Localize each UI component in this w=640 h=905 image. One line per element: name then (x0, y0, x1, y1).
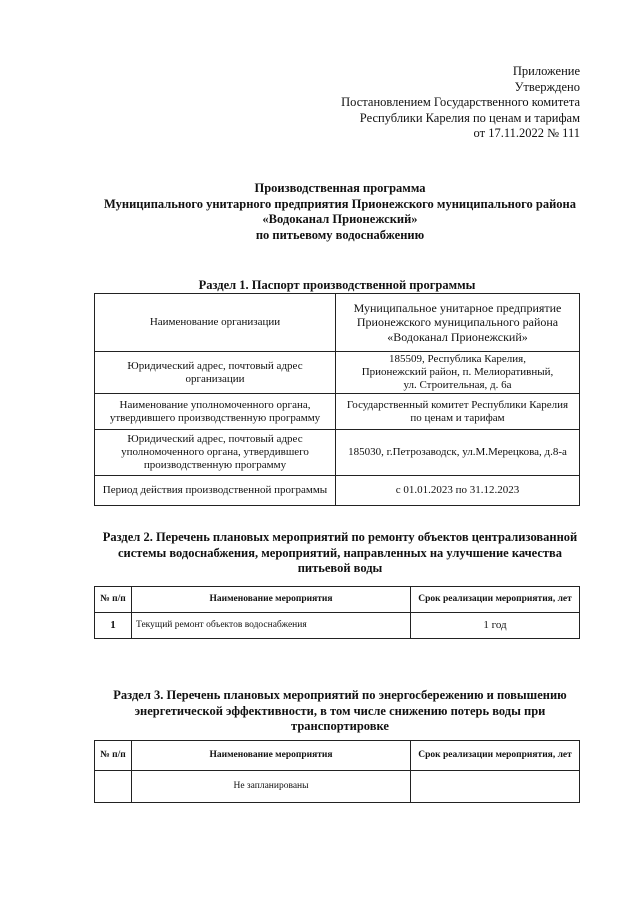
passport-value (336, 394, 580, 430)
passport-value (336, 430, 580, 476)
approval-resolution: Постановлением Государственного комитета (341, 95, 580, 109)
passport-table (94, 293, 580, 506)
title-line: Муниципального унитарного предприятия Прионежского муниципального района (104, 196, 576, 211)
row-term (411, 771, 580, 803)
value-line: Прионежский район, п. Мелиоративный, (361, 366, 554, 378)
passport-label: Юридический адрес, почтовый адрес уполномоченного органа, утвердившего производственную программу (95, 430, 336, 476)
section2-heading: Раздел 2. Перечень плановых мероприятий по ремонту объектов централизованной системы водоснабжения, мероприятий, направленных на улучшение качества питьевой воды (102, 530, 578, 575)
approval-block (280, 64, 580, 142)
col-number: № п/п (95, 741, 132, 771)
table-row (95, 352, 580, 394)
value-line: «Водоканал Прионежский» (387, 329, 528, 344)
title-line: по питьевому водоснабжению (255, 227, 425, 242)
passport-value (336, 476, 580, 506)
approval-approved: Утверждено (514, 79, 580, 94)
table-header-row (95, 587, 580, 613)
value-line: 185509, Республика Карелия, (389, 353, 526, 365)
row-measure-name: Не запланированы (132, 771, 411, 803)
passport-value (336, 294, 580, 352)
table-row (95, 476, 580, 506)
col-measure-name: Наименование мероприятия (132, 741, 411, 771)
approval-authority: Республики Карелия по ценам и тарифам (359, 110, 580, 125)
value-line: Государственный комитет Республики Карелия (346, 398, 569, 411)
value-line: с 01.01.2023 по 31.12.2023 (395, 484, 520, 496)
section1-heading: Раздел 1. Паспорт производственной программы (198, 278, 476, 292)
table-row (95, 394, 580, 430)
col-term: Срок реализации мероприятия, лет (411, 741, 580, 771)
passport-value (336, 352, 580, 394)
table-row (95, 430, 580, 476)
title-line: «Водоканал Прионежский» (262, 212, 418, 226)
table-row (95, 771, 580, 803)
table-header-row (95, 741, 580, 771)
value-line: 185030, г.Петрозаводск, ул.М.Мерецкова, д.8-а (348, 446, 567, 458)
value-line: Прионежского муниципального района (356, 315, 559, 330)
approval-date-number: от 17.11.2022 № 111 (473, 126, 580, 140)
row-term: 1 год (411, 613, 580, 639)
col-term: Срок реализации мероприятия, лет (411, 587, 580, 613)
document-title (80, 181, 600, 243)
passport-label: Наименование организации (95, 294, 336, 352)
value-line: Муниципальное унитарное предприятие (353, 300, 562, 315)
energy-measures-table (94, 740, 580, 803)
row-number (95, 771, 132, 803)
approval-annex: Приложение (512, 64, 580, 78)
passport-label: Период действия производственной программы (95, 476, 336, 506)
value-line: по ценам и тарифам (410, 411, 505, 424)
repair-measures-table (94, 586, 580, 639)
col-number: № п/п (95, 587, 132, 613)
passport-label: Наименование уполномоченного органа, утвердившего производственную программу (95, 394, 336, 430)
section3-heading: Раздел 3. Перечень плановых мероприятий по энергосбережению и повышению энергетической эффективности, в том числе снижению потерь воды при транспортировке (113, 688, 567, 733)
table-row (95, 294, 580, 352)
row-measure-name: Текущий ремонт объектов водоснабжения (132, 613, 411, 639)
value-line: ул. Строительная, д. 6а (403, 379, 512, 391)
passport-label: Юридический адрес, почтовый адрес организации (95, 352, 336, 394)
row-number: 1 (95, 613, 132, 639)
col-measure-name: Наименование мероприятия (132, 587, 411, 613)
title-line: Производственная программа (254, 181, 426, 195)
table-row (95, 613, 580, 639)
